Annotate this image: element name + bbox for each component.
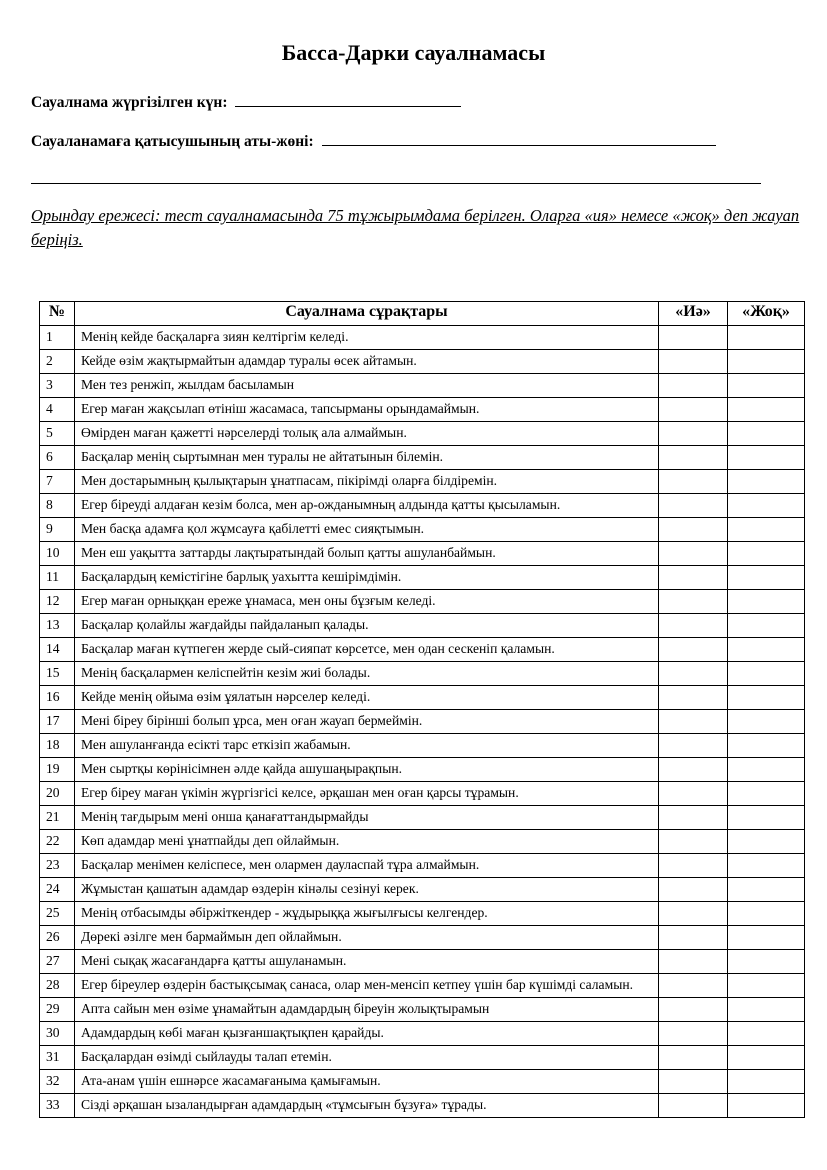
answer-yes-cell[interactable] bbox=[659, 950, 728, 974]
table-row bbox=[40, 614, 805, 638]
answer-yes-cell[interactable] bbox=[659, 1094, 728, 1118]
question-text: Дөрекі әзілге мен бармаймын деп ойлаймын. bbox=[74, 926, 658, 950]
answer-no-cell[interactable] bbox=[728, 590, 805, 614]
question-text: Ата-анам үшін ешнәрсе жасамағаныма қамығамын. bbox=[74, 1070, 658, 1094]
answer-yes-cell[interactable] bbox=[659, 974, 728, 998]
question-text: Мен достарымның қылықтарын ұнатпасам, пікірімді оларға білдіремін. bbox=[74, 470, 658, 494]
question-text: Көп адамдар мені ұнатпайды деп ойлаймын. bbox=[74, 830, 658, 854]
question-text: Адамдардың көбі маған қызғаншақтықпен қарайды. bbox=[74, 1022, 658, 1046]
answer-yes-cell[interactable] bbox=[659, 1070, 728, 1094]
question-number: 30 bbox=[40, 1022, 75, 1046]
question-text: Мені біреу бірінші болып ұрса, мен оған жауап бермеймін. bbox=[74, 710, 658, 734]
question-number: 13 bbox=[40, 614, 75, 638]
answer-yes-cell[interactable] bbox=[659, 710, 728, 734]
question-number: 18 bbox=[40, 734, 75, 758]
question-number: 22 bbox=[40, 830, 75, 854]
table-row bbox=[40, 734, 805, 758]
question-text: Жұмыстан қашатын адамдар өздерін кінәлы сезінуі керек. bbox=[74, 878, 658, 902]
question-number: 21 bbox=[40, 806, 75, 830]
answer-no-cell[interactable] bbox=[728, 446, 805, 470]
table-row bbox=[40, 422, 805, 446]
participant-name-continuation-line[interactable] bbox=[31, 183, 761, 184]
answer-no-cell[interactable] bbox=[728, 926, 805, 950]
answer-no-cell[interactable] bbox=[728, 398, 805, 422]
answer-yes-cell[interactable] bbox=[659, 566, 728, 590]
table-row bbox=[40, 854, 805, 878]
question-number: 28 bbox=[40, 974, 75, 998]
question-text: Басқалардан өзімді сыйлауды талап етемін. bbox=[74, 1046, 658, 1070]
table-header-row bbox=[40, 302, 805, 326]
survey-table-body bbox=[40, 326, 805, 1118]
answer-no-cell[interactable] bbox=[728, 422, 805, 446]
answer-no-cell[interactable] bbox=[728, 374, 805, 398]
answer-yes-cell[interactable] bbox=[659, 590, 728, 614]
answer-yes-cell[interactable] bbox=[659, 854, 728, 878]
answer-yes-cell[interactable] bbox=[659, 446, 728, 470]
table-row bbox=[40, 782, 805, 806]
table-row bbox=[40, 590, 805, 614]
answer-no-cell[interactable] bbox=[728, 470, 805, 494]
answer-yes-cell[interactable] bbox=[659, 374, 728, 398]
table-row bbox=[40, 470, 805, 494]
table-row bbox=[40, 902, 805, 926]
question-number: 23 bbox=[40, 854, 75, 878]
question-number: 9 bbox=[40, 518, 75, 542]
answer-no-cell[interactable] bbox=[728, 902, 805, 926]
answer-yes-cell[interactable] bbox=[659, 926, 728, 950]
table-row bbox=[40, 950, 805, 974]
answer-no-cell[interactable] bbox=[728, 350, 805, 374]
answer-no-cell[interactable] bbox=[728, 326, 805, 350]
answer-yes-cell[interactable] bbox=[659, 758, 728, 782]
answer-no-cell[interactable] bbox=[728, 638, 805, 662]
question-text: Менің кейде басқаларға зиян келтіргім келеді. bbox=[74, 326, 658, 350]
table-row bbox=[40, 806, 805, 830]
answer-yes-cell[interactable] bbox=[659, 686, 728, 710]
answer-yes-cell[interactable] bbox=[659, 830, 728, 854]
table-row bbox=[40, 710, 805, 734]
table-row bbox=[40, 1046, 805, 1070]
answer-no-cell[interactable] bbox=[728, 854, 805, 878]
question-number: 16 bbox=[40, 686, 75, 710]
table-row bbox=[40, 326, 805, 350]
table-row bbox=[40, 1094, 805, 1118]
question-text: Егер маған жақсылап өтініш жасамаса, тапсырманы орындамаймын. bbox=[74, 398, 658, 422]
question-number: 3 bbox=[40, 374, 75, 398]
answer-yes-cell[interactable] bbox=[659, 470, 728, 494]
table-row bbox=[40, 542, 805, 566]
answer-yes-cell[interactable] bbox=[659, 614, 728, 638]
answer-yes-cell[interactable] bbox=[659, 518, 728, 542]
survey-date-label: Сауалнама жүргізілген күн: bbox=[31, 94, 228, 111]
question-number: 6 bbox=[40, 446, 75, 470]
table-row bbox=[40, 1022, 805, 1046]
answer-no-cell[interactable] bbox=[728, 710, 805, 734]
answer-yes-cell[interactable] bbox=[659, 542, 728, 566]
question-number: 19 bbox=[40, 758, 75, 782]
answer-no-cell[interactable] bbox=[728, 782, 805, 806]
question-text: Егер біреулер өздерін бастықсымақ санаса, олар мен-менсіп кетпеу үшін бар күшімді саламын. bbox=[74, 974, 658, 998]
answer-yes-cell[interactable] bbox=[659, 326, 728, 350]
question-number: 8 bbox=[40, 494, 75, 518]
survey-date-blank[interactable] bbox=[235, 92, 461, 107]
question-number: 15 bbox=[40, 662, 75, 686]
answer-no-cell[interactable] bbox=[728, 614, 805, 638]
answer-no-cell[interactable] bbox=[728, 974, 805, 998]
answer-yes-cell[interactable] bbox=[659, 638, 728, 662]
header-number: № bbox=[40, 302, 75, 326]
table-row bbox=[40, 1070, 805, 1094]
table-row bbox=[40, 374, 805, 398]
question-text: Менің отбасымды әбіржіткендер - жұдырыққа жығылғысы келгендер. bbox=[74, 902, 658, 926]
answer-no-cell[interactable] bbox=[728, 950, 805, 974]
table-row bbox=[40, 398, 805, 422]
answer-no-cell[interactable] bbox=[728, 830, 805, 854]
answer-no-cell[interactable] bbox=[728, 1070, 805, 1094]
question-text: Кейде өзім жақтырмайтын адамдар туралы өсек айтамын. bbox=[74, 350, 658, 374]
answer-no-cell[interactable] bbox=[728, 662, 805, 686]
question-number: 4 bbox=[40, 398, 75, 422]
question-number: 33 bbox=[40, 1094, 75, 1118]
answer-yes-cell[interactable] bbox=[659, 734, 728, 758]
answer-no-cell[interactable] bbox=[728, 1022, 805, 1046]
question-number: 11 bbox=[40, 566, 75, 590]
answer-no-cell[interactable] bbox=[728, 1094, 805, 1118]
question-number: 31 bbox=[40, 1046, 75, 1070]
answer-no-cell[interactable] bbox=[728, 806, 805, 830]
participant-name-blank[interactable] bbox=[322, 131, 716, 146]
answer-no-cell[interactable] bbox=[728, 998, 805, 1022]
question-text: Мен басқа адамға қол жұмсауға қабілетті емес сияқтымын. bbox=[74, 518, 658, 542]
survey-table bbox=[39, 301, 805, 1118]
question-number: 29 bbox=[40, 998, 75, 1022]
question-number: 1 bbox=[40, 326, 75, 350]
answer-yes-cell[interactable] bbox=[659, 878, 728, 902]
answer-no-cell[interactable] bbox=[728, 494, 805, 518]
answer-yes-cell[interactable] bbox=[659, 398, 728, 422]
table-row bbox=[40, 686, 805, 710]
question-number: 2 bbox=[40, 350, 75, 374]
header-yes: «Иә» bbox=[659, 302, 728, 326]
question-text: Егер маған орныққан ереже ұнамаса, мен оны бұзғым келеді. bbox=[74, 590, 658, 614]
question-text: Басқалар менің сыртымнан мен туралы не айтатынын білемін. bbox=[74, 446, 658, 470]
question-number: 26 bbox=[40, 926, 75, 950]
participant-name-field bbox=[31, 131, 716, 151]
question-text: Менің тағдырым мені онша қанағаттандырмайды bbox=[74, 806, 658, 830]
question-text: Апта сайын мен өзіме ұнамайтын адамдардың біреуін жолықтырамын bbox=[74, 998, 658, 1022]
question-number: 27 bbox=[40, 950, 75, 974]
answer-no-cell[interactable] bbox=[728, 686, 805, 710]
answer-yes-cell[interactable] bbox=[659, 350, 728, 374]
question-number: 12 bbox=[40, 590, 75, 614]
question-text: Басқалар менімен келіспесе, мен олармен дауласпай тұра алмаймын. bbox=[74, 854, 658, 878]
table-row bbox=[40, 566, 805, 590]
table-row bbox=[40, 446, 805, 470]
survey-date-field bbox=[31, 92, 461, 112]
table-row bbox=[40, 350, 805, 374]
answer-no-cell[interactable] bbox=[728, 566, 805, 590]
answer-yes-cell[interactable] bbox=[659, 902, 728, 926]
table-row bbox=[40, 758, 805, 782]
question-text: Сізді әрқашан ызаландырған адамдардың «тұмсығын бұзуға» тұрады. bbox=[74, 1094, 658, 1118]
question-text: Егер біреуді алдаған кезім болса, мен ар-ожданымның алдында қатты қысыламын. bbox=[74, 494, 658, 518]
answer-yes-cell[interactable] bbox=[659, 806, 728, 830]
question-text: Кейде менің ойыма өзім ұялатын нәрселер келеді. bbox=[74, 686, 658, 710]
answer-yes-cell[interactable] bbox=[659, 1046, 728, 1070]
table-row bbox=[40, 494, 805, 518]
question-number: 24 bbox=[40, 878, 75, 902]
table-row bbox=[40, 662, 805, 686]
answer-no-cell[interactable] bbox=[728, 734, 805, 758]
answer-no-cell[interactable] bbox=[728, 758, 805, 782]
participant-name-label: Сауаланамаға қатысушының аты-жөні: bbox=[31, 133, 314, 150]
table-row bbox=[40, 830, 805, 854]
table-row bbox=[40, 638, 805, 662]
question-number: 14 bbox=[40, 638, 75, 662]
question-text: Мен тез ренжіп, жылдам басыламын bbox=[74, 374, 658, 398]
question-number: 7 bbox=[40, 470, 75, 494]
question-number: 5 bbox=[40, 422, 75, 446]
instruction-text: Орындау ережесі: тест сауалнамасында 75 тұжырымдама берілген. Оларға «ия» немесе «жоқ» деп жауап беріңіз. bbox=[31, 206, 800, 249]
question-number: 32 bbox=[40, 1070, 75, 1094]
question-text: Менің басқалармен келіспейтін кезім жиі болады. bbox=[74, 662, 658, 686]
question-number: 10 bbox=[40, 542, 75, 566]
header-no: «Жоқ» bbox=[728, 302, 805, 326]
question-text: Басқалардың кемістігіне барлық уахытта кешірімдімін. bbox=[74, 566, 658, 590]
answer-yes-cell[interactable] bbox=[659, 1022, 728, 1046]
table-row bbox=[40, 518, 805, 542]
question-text: Өмірден маған қажетті нәрселерді толық ала алмаймын. bbox=[74, 422, 658, 446]
answer-yes-cell[interactable] bbox=[659, 422, 728, 446]
table-row bbox=[40, 878, 805, 902]
question-text: Мен ашуланғанда есікті тарс еткізіп жабамын. bbox=[74, 734, 658, 758]
question-number: 17 bbox=[40, 710, 75, 734]
question-text: Басқалар қолайлы жағдайды пайдаланып қалады. bbox=[74, 614, 658, 638]
header-question: Сауалнама сұрақтары bbox=[74, 302, 658, 326]
question-text: Мен еш уақытта заттарды лақтыратындай болып қатты ашуланбаймын. bbox=[74, 542, 658, 566]
question-number: 25 bbox=[40, 902, 75, 926]
answer-yes-cell[interactable] bbox=[659, 662, 728, 686]
question-text: Мен сыртқы көрінісімнен әлде қайда ашушаңырақпын. bbox=[74, 758, 658, 782]
answer-no-cell[interactable] bbox=[728, 878, 805, 902]
table-row bbox=[40, 998, 805, 1022]
answer-no-cell[interactable] bbox=[728, 1046, 805, 1070]
page-title: Басса-Дарки сауалнамасы bbox=[281, 40, 546, 65]
answer-no-cell[interactable] bbox=[728, 518, 805, 542]
question-number: 20 bbox=[40, 782, 75, 806]
answer-yes-cell[interactable] bbox=[659, 998, 728, 1022]
answer-yes-cell[interactable] bbox=[659, 782, 728, 806]
question-text: Басқалар маған күтпеген жерде сый-сияпат көрсетсе, мен одан сескеніп қаламын. bbox=[74, 638, 658, 662]
answer-no-cell[interactable] bbox=[728, 542, 805, 566]
answer-yes-cell[interactable] bbox=[659, 494, 728, 518]
table-row bbox=[40, 926, 805, 950]
table-row bbox=[40, 974, 805, 998]
question-text: Егер біреу маған үкімін жүргізгісі келсе, әрқашан мен оған қарсы тұрамын. bbox=[74, 782, 658, 806]
question-text: Мені сықақ жасағандарға қатты ашуланамын. bbox=[74, 950, 658, 974]
